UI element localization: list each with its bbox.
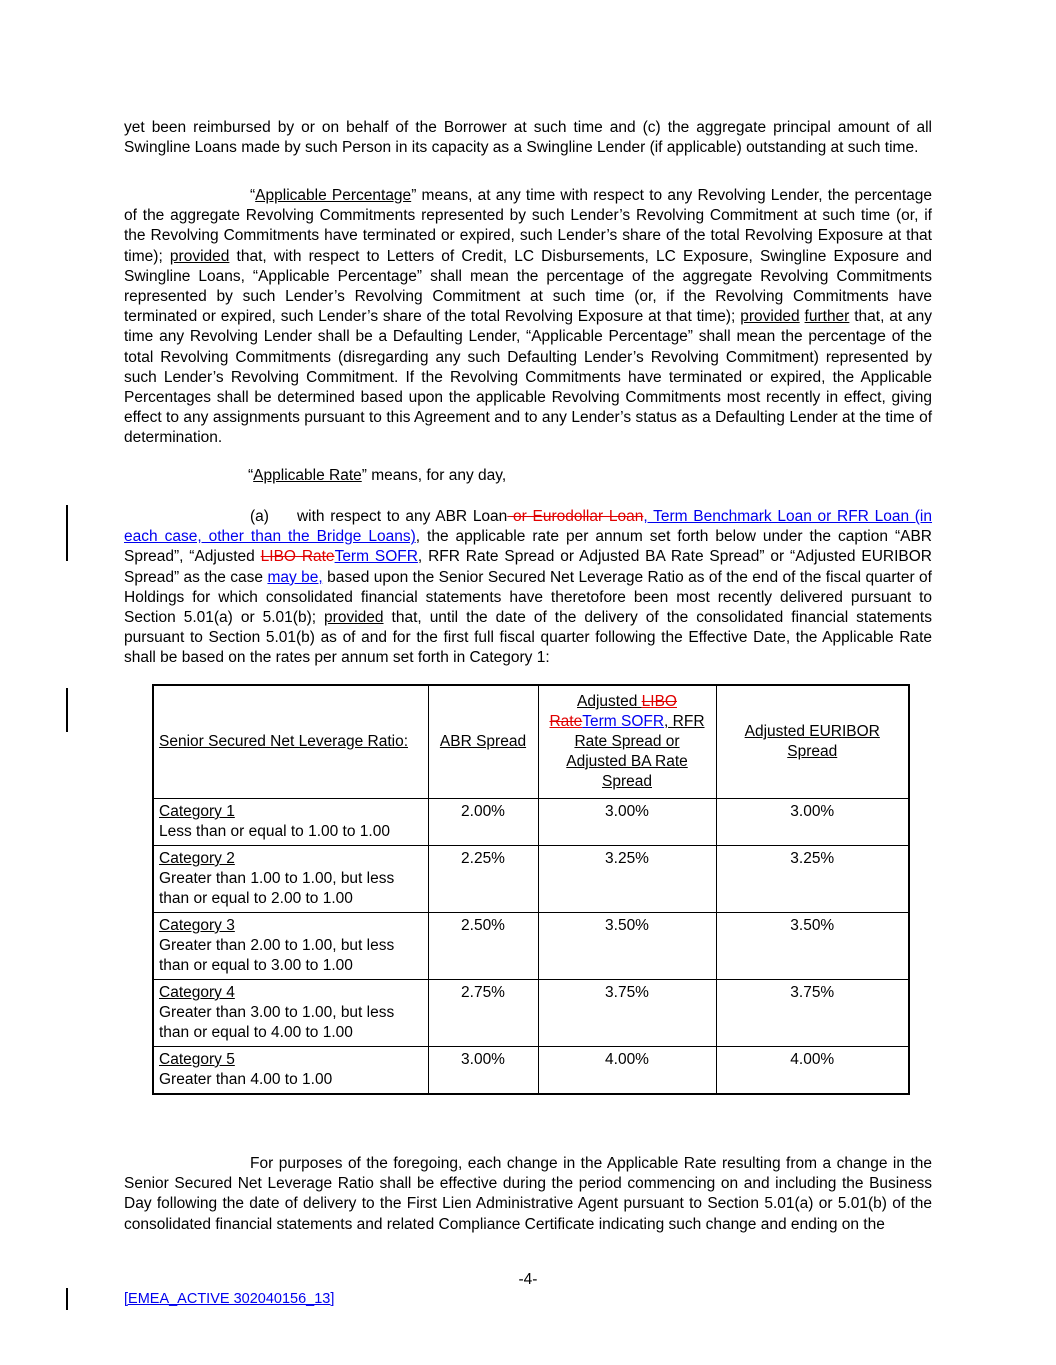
header-text: , RFR Rate Spread or Adjusted BA Rate Spread [566, 713, 705, 790]
header-text: ABR Spread [439, 733, 527, 750]
header-text: Adjusted [577, 693, 642, 710]
category-label: Category 4 [159, 984, 235, 1001]
paragraph-clause-a [124, 507, 932, 669]
paragraph-swingline [124, 118, 932, 158]
category-desc: Greater than 3.00 to 1.00, but less than or equal to 4.00 to 1.00 [159, 1004, 395, 1041]
text-run: “ [250, 187, 256, 204]
header-text: Senior Secured Net Leverage Ratio: [159, 733, 409, 750]
cell-sofr: 3.75% [538, 980, 716, 1047]
category-label: Category 1 [159, 803, 235, 820]
paragraph-applicable-percentage [124, 186, 932, 449]
text-run: yet been reimbursed by or on behalf of the Borrower at such time and (c) the aggregate principal amount of all Swingline Loans made by such Person in its capacity as a Swingline Lender (if applicable) outstanding at such time. [124, 119, 932, 157]
cell-abr: 2.50% [428, 913, 538, 980]
category-label: Category 2 [159, 850, 235, 867]
inserted-text: Term SOFR [582, 713, 665, 730]
proviso-term: further [804, 308, 850, 326]
text-run: based upon the Senior Secured Net Leverage Ratio as of the end of the fiscal quarter of Holdings for which consolidated financial statements have theretofore been most recently delivered pursuant to Section 5.01(a) or 5.01(b); [124, 568, 932, 627]
text-run: , the applicable rate per annum set forth below under the caption “ABR Spread”, “Adjusted [124, 528, 932, 566]
cell-abr: 2.00% [428, 799, 538, 846]
category-desc: Greater than 1.00 to 1.00, but less than or equal to 2.00 to 1.00 [159, 870, 395, 907]
cell-sofr: 4.00% [538, 1047, 716, 1095]
header-sofr-spread [538, 685, 716, 799]
applicable-rate-table [152, 684, 910, 1095]
proviso-term: provided [169, 247, 230, 265]
defined-term: Applicable Percentage [255, 187, 412, 204]
category-desc: Greater than 4.00 to 1.00 [159, 1071, 333, 1088]
cell-category [153, 980, 428, 1047]
cell-euribor: 3.25% [716, 846, 909, 913]
change-bar [66, 505, 68, 561]
table-row [153, 799, 909, 846]
cell-sofr: 3.50% [538, 913, 716, 980]
deleted-text: LIBO Rate [549, 693, 677, 730]
inserted-text: , Term Benchmark Loan or RFR Loan (in each case, other than the Bridge Loans) [124, 508, 933, 546]
proviso-term: provided [740, 308, 800, 326]
clause-label: (a) [250, 508, 269, 525]
cell-euribor: 3.00% [716, 799, 909, 846]
category-desc: Less than or equal to 1.00 to 1.00 [159, 823, 390, 840]
text-run: with respect to any ABR Loan [296, 508, 508, 525]
table-row [153, 913, 909, 980]
text-run: that, with respect to Letters of Credit, LC Disbursements, LC Exposure, Swingline Exposure and Swingline Loans, “Applicable Percentage” shall mean the percentage of the aggregate Revolving Commitments represented by such Lender’s Revolving Commitment at such time (or, if the Revolving Commitments have terminated or expired, such Lender’s share of the total Revolving Exposure at that time); [124, 247, 932, 326]
table-row [153, 846, 909, 913]
cell-sofr: 3.00% [538, 799, 716, 846]
cell-abr: 3.00% [428, 1047, 538, 1095]
change-bar [66, 688, 68, 732]
text-run: ” means, for any day, [361, 467, 507, 484]
category-desc: Greater than 2.00 to 1.00, but less than or equal to 3.00 to 1.00 [159, 937, 395, 974]
text-run: ” means, at any time with respect to any Revolving Lender, the percentage of the aggregate Revolving Commitments represented by such Lender’s Revolving Commitment at such time (or, if the Revolving Commitments have terminated or expired, such Lender’s share of the total Revolving Exposure at that time); [124, 187, 933, 265]
text-run: that, until the date of the delivery of the consolidated financial statements pursuant to Section 5.01(b) as of and for the first full fiscal quarter following the Effective Date, the Applicable Rate shall be based on the rates per annum set forth in Category 1: [124, 609, 932, 667]
defined-term: Applicable Rate [253, 467, 362, 484]
text-run: “ [248, 467, 254, 484]
paragraph-applicable-rate [124, 466, 932, 486]
cell-euribor: 4.00% [716, 1047, 909, 1095]
header-ratio [153, 685, 428, 799]
deleted-text: LIBO Rate [260, 548, 335, 566]
cell-abr: 2.25% [428, 846, 538, 913]
proviso-term: provided [324, 609, 384, 627]
page-number: -4- [518, 1271, 538, 1288]
text-run: For purposes of the foregoing, each change in the Applicable Rate resulting from a change in the Senior Secured Net Leverage Ratio shall be effective during the period commencing on and including the Business Day following the date of delivery to the First Lien Administrative Agent pursuant to Section 5.01(a) or 5.01(b) of the consolidated financial statements and related Compliance Certificate indicating such change and ending on the [124, 1155, 932, 1233]
cell-category [153, 1047, 428, 1095]
cell-euribor: 3.50% [716, 913, 909, 980]
category-label: Category 3 [159, 917, 235, 934]
header-euribor-spread [716, 685, 909, 799]
cell-category [153, 846, 428, 913]
table-row [153, 1047, 909, 1095]
header-abr-spread [428, 685, 538, 799]
cell-euribor: 3.75% [716, 980, 909, 1047]
change-bar [66, 1288, 68, 1310]
inserted-text: may be, [267, 568, 323, 586]
header-text: Adjusted EURIBOR Spread [744, 723, 880, 760]
text-run: , RFR Rate Spread or Adjusted BA Rate Spread” or “Adjusted EURIBOR Spread” as the case [124, 548, 933, 586]
table-header-row [153, 685, 909, 799]
table-row [153, 980, 909, 1047]
deleted-text: or Eurodollar Loan [507, 508, 644, 525]
inserted-text: Term SOFR [334, 548, 418, 566]
cell-category [153, 913, 428, 980]
text-run: that, at any time any Revolving Lender shall be a Defaulting Lender, “Applicable Percentage” shall mean the percentage of the total Revolving Commitments (disregarding any such Defaulting Lender’s Revolving Commitment) represented by such Lender’s Revolving Commitment. If the Revolving Commitments have terminated or expired, the Applicable Percentages shall be determined based upon the applicable Revolving Commitments most recently in effect, giving effect to any assignments pursuant to this Agreement and to any Lender’s status as a Defaulting Lender at the time of determination. [124, 308, 932, 447]
cell-abr: 2.75% [428, 980, 538, 1047]
document-id-tag: [EMEA_ACTIVE 302040156_13] [124, 1291, 335, 1307]
cell-category [153, 799, 428, 846]
category-label: Category 5 [159, 1051, 235, 1068]
cell-sofr: 3.25% [538, 846, 716, 913]
paragraph-for-purposes [124, 1154, 932, 1235]
